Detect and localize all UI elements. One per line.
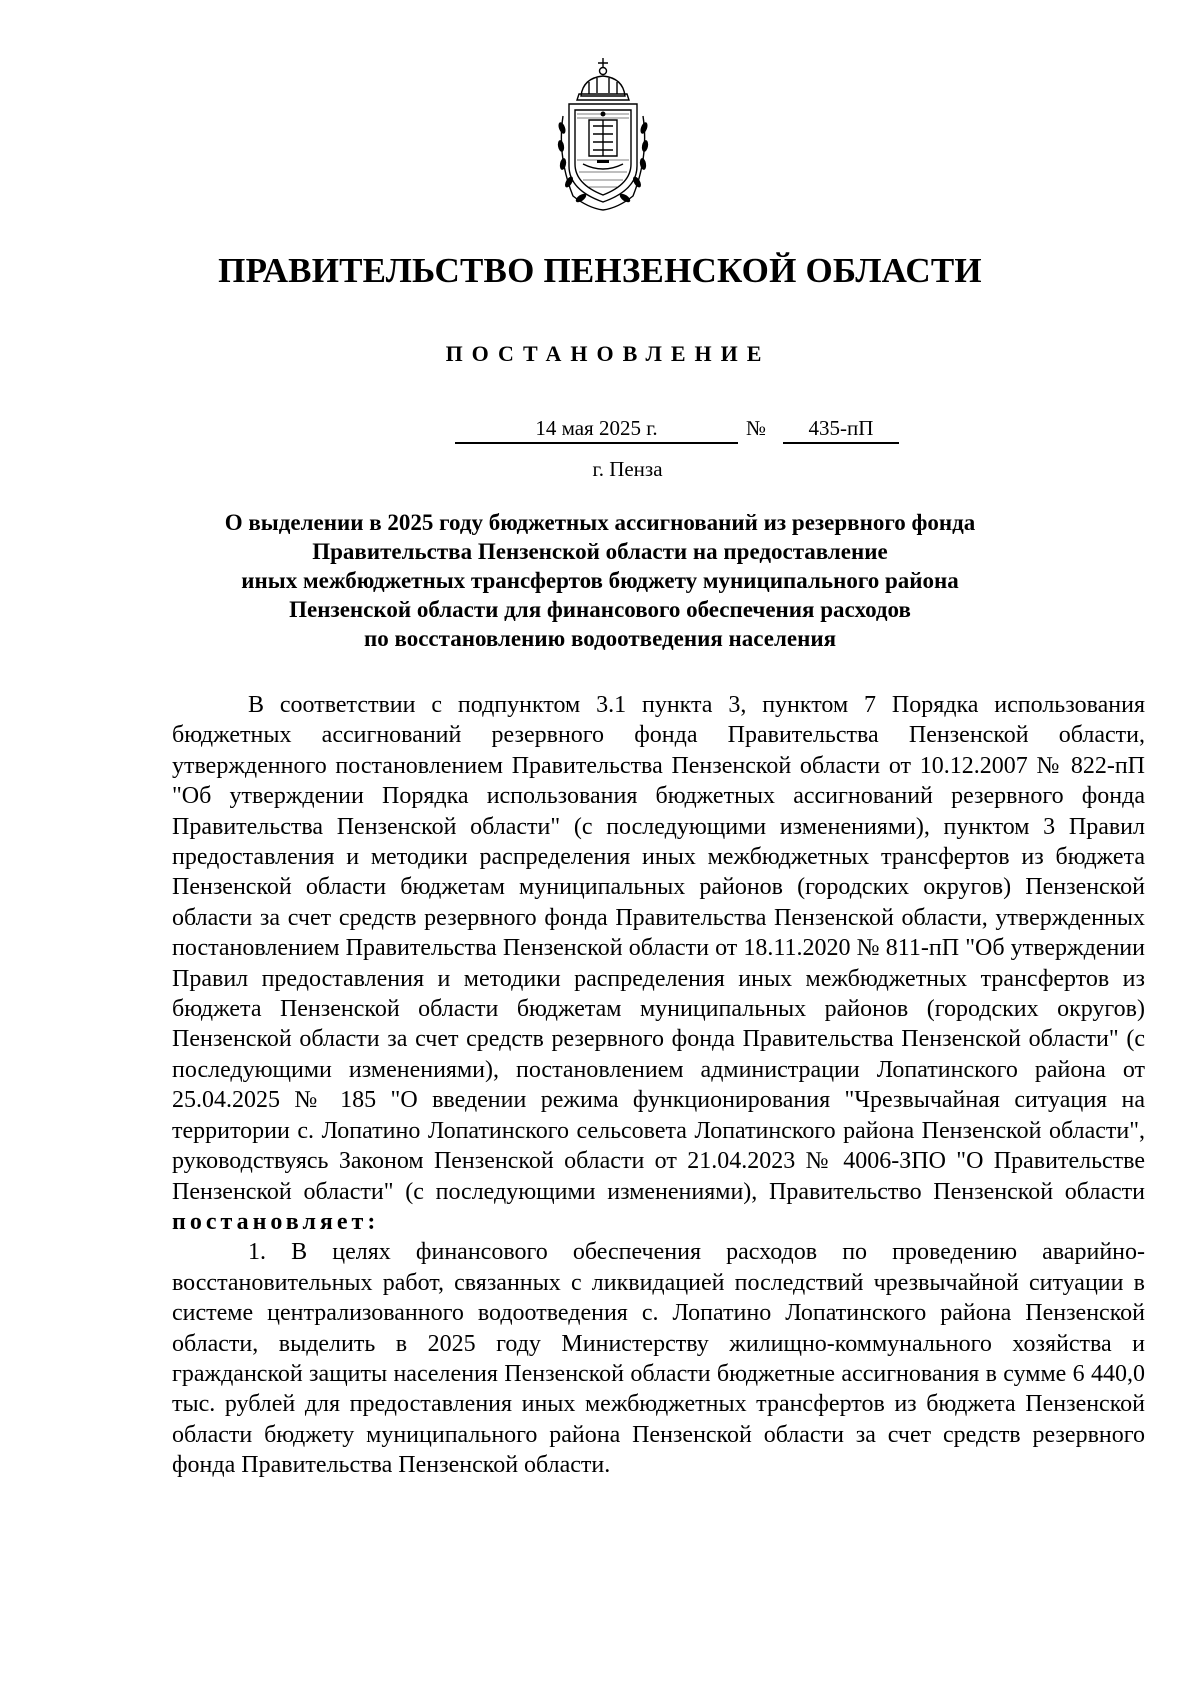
document-body	[172, 690, 1145, 1481]
subject-line: по восстановлению водоотведения населения	[363, 626, 837, 651]
document-date: 14 мая 2025 г.	[455, 414, 738, 444]
coat-of-arms-icon	[553, 56, 653, 214]
preamble-text: В соответствии с подпунктом 3.1 пункта 3, пунктом 7 Порядка использования бюджетных ассигнований резервного фонда Правительства Пензенской области, утвержденного постановлением Правительства Пензенской области от 10.12.2007 № 822-пП "Об утверждении Порядка использования бюджетных ассигнований резервного фонда Правительства Пензенской области" (с последующими изменениями), пунктом 3 Правил предоставления и методики распределения иных межбюджетных трансфертов из бюджета Пензенской области бюджетам муниципальных районов (городских округов) Пензенской области за счет средств резервного фонда Правительства Пензенской области, утвержденных постановлением Правительства Пензенской области от 18.11.2020 № 811-пП "Об утверждении Правил предоставления и методики распределения иных межбюджетных трансфертов из бюджета Пензенской области бюджетам муниципальных районов (городских округов) Пензенской области за счет средств резервного фонда Правительства Пензенской области" (с последующими изменениями), постановлением администрации Лопатинского района от 25.04.2025 № 185 "О введении режима функционирования "Чрезвычайная ситуация на территории с. Лопатино Лопатинского сельсовета Лопатинского района Пензенской области", руководствуясь Законом Пензенской области от 21.04.2023 № 4006-ЗПО "О Правительстве Пензенской области" (с последующими изменениями), Правительство Пензенской области	[172, 692, 1145, 1205]
subject-line: Пензенской области для финансового обеспечения расходов	[289, 597, 911, 622]
document-type: ПОСТАНОВЛЕНИЕ	[445, 341, 771, 366]
resolves-word: постановляет:	[172, 1208, 380, 1235]
document-city: г. Пенза	[592, 457, 663, 481]
document-number: 435-пП	[783, 414, 899, 444]
subject-line: Правительства Пензенской области на предоставление	[312, 539, 888, 564]
document-subject	[150, 508, 1050, 653]
subject-line: иных межбюджетных трансфертов бюджету муниципального района	[241, 568, 959, 593]
number-sign: №	[746, 416, 767, 440]
subject-line: О выделении в 2025 году бюджетных ассигнований из резервного фонда	[224, 510, 976, 535]
item-text: В целях финансового обеспечения расходов по проведению аварийно-восстановительных работ, связанных с ликвидацией последствий чрезвычайной ситуации в системе централизованного водоотведения с. Лопатино Лопатинского района Пензенской области, выделить в 2025 году Министерству жилищно-коммунального хозяйства и гражданской защиты населения Пензенской области бюджетные ассигнования в сумме 6 440,0 тыс. рублей для предоставления иных межбюджетных трансфертов из бюджета Пензенской области бюджету муниципального района Пензенской области за счет средств резервного фонда Правительства Пензенской области.	[172, 1239, 1145, 1479]
item-paragraph	[172, 1237, 1145, 1480]
item-number: 1.	[248, 1239, 266, 1266]
government-title: ПРАВИТЕЛЬСТВО ПЕНЗЕНСКОЙ ОБЛАСТИ	[218, 251, 982, 290]
preamble-paragraph	[172, 690, 1145, 1237]
